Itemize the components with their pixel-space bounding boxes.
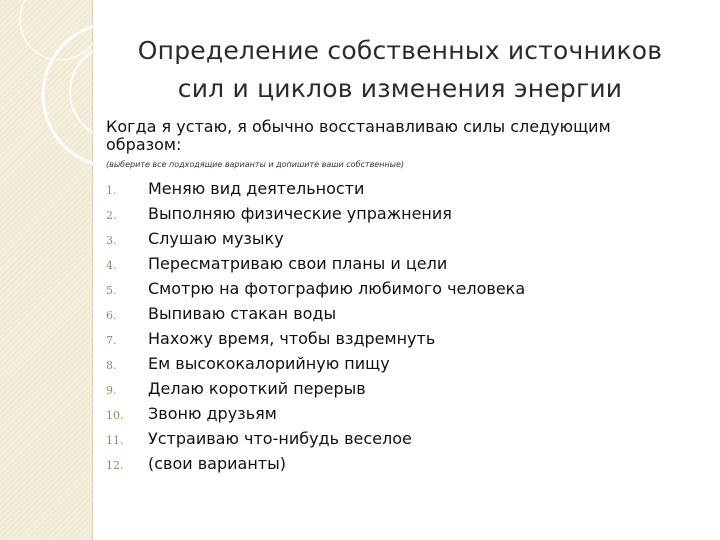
slide-title bbox=[110, 32, 690, 108]
list-item bbox=[106, 301, 525, 326]
list-item bbox=[106, 201, 525, 226]
title-line-1: Определение собственных источников bbox=[137, 36, 663, 65]
item-number: 10. bbox=[106, 409, 124, 422]
item-number: 8. bbox=[106, 359, 117, 372]
item-text: Выпиваю стакан воды bbox=[148, 304, 337, 323]
item-text: Смотрю на фотографию любимого человека bbox=[148, 279, 526, 298]
instruction-note: (выберите все подходящие варианты и допишите ваши собственные) bbox=[106, 160, 405, 169]
item-number: 3. bbox=[106, 234, 117, 247]
list-item bbox=[106, 176, 525, 201]
item-text: Выполняю физические упражнения bbox=[148, 204, 452, 223]
item-text: Делаю короткий перерыв bbox=[148, 379, 366, 398]
item-number: 11. bbox=[106, 434, 124, 447]
item-number: 5. bbox=[106, 284, 117, 297]
item-text: Нахожу время, чтобы вздремнуть bbox=[148, 329, 436, 348]
item-text: Пересматриваю свои планы и цели bbox=[148, 254, 448, 273]
item-text: Меняю вид деятельности bbox=[148, 179, 365, 198]
item-text: Слушаю музыку bbox=[148, 229, 284, 248]
item-number: 6. bbox=[106, 309, 117, 322]
item-number: 12. bbox=[106, 459, 124, 472]
item-number: 9. bbox=[106, 384, 117, 397]
item-text: (свои варианты) bbox=[148, 454, 286, 473]
intro-text: Когда я устаю, я обычно восстанавливаю силы следующим образом: bbox=[106, 117, 611, 154]
list-item bbox=[106, 226, 525, 251]
item-text: Звоню друзьям bbox=[148, 404, 277, 423]
list-item bbox=[106, 276, 525, 301]
list-item bbox=[106, 351, 525, 376]
list-item bbox=[106, 451, 525, 476]
list-item bbox=[106, 376, 525, 401]
list-item bbox=[106, 426, 525, 451]
options-list bbox=[106, 176, 525, 476]
item-number: 1. bbox=[106, 184, 117, 197]
item-text: Устраиваю что-нибудь веселое bbox=[148, 429, 412, 448]
list-item bbox=[106, 326, 525, 351]
item-number: 4. bbox=[106, 259, 117, 272]
item-number: 7. bbox=[106, 334, 117, 347]
list-item bbox=[106, 401, 525, 426]
title-line-2: сил и циклов изменения энергии bbox=[177, 74, 623, 103]
list-item bbox=[106, 251, 525, 276]
item-text: Ем высококалорийную пищу bbox=[148, 354, 390, 373]
item-number: 2. bbox=[106, 209, 117, 222]
